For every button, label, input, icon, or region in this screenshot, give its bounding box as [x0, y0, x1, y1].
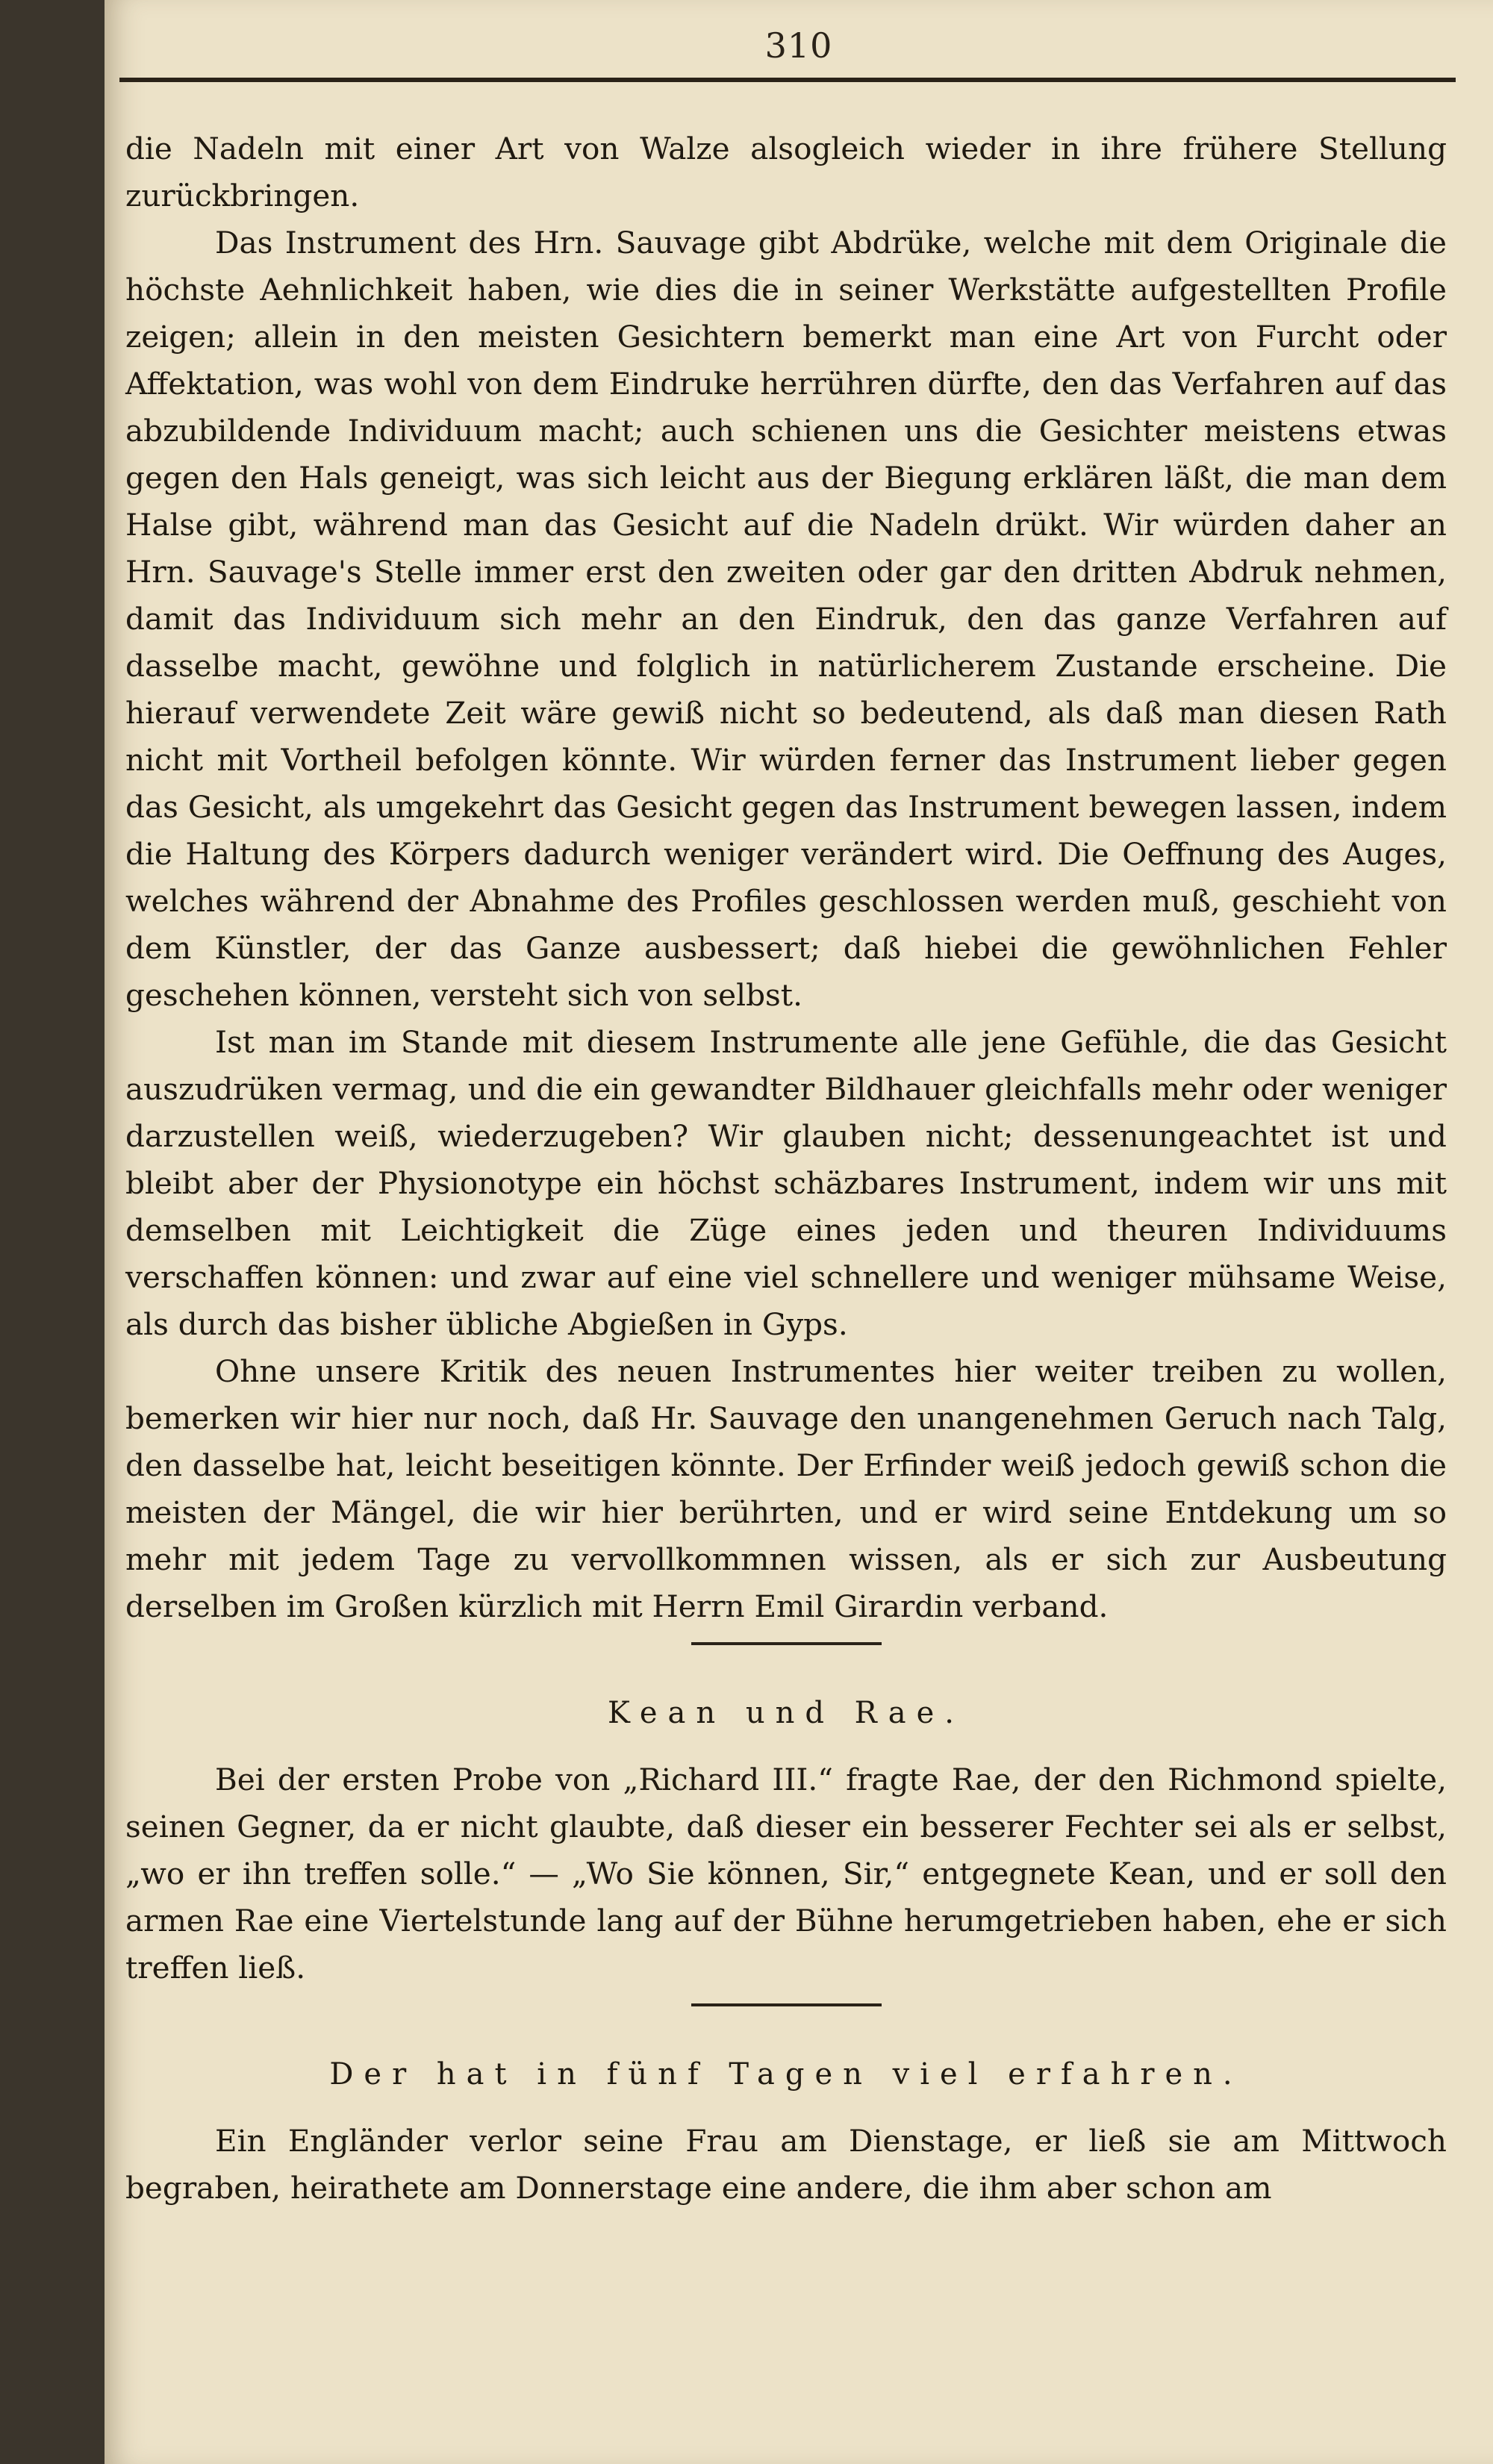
- paragraph-englishman: Ein Engländer verlor seine Frau am Dienstage, er ließ sie am Mittwoch begraben, heirathete am Donnerstage eine andere, die ihm aber schon am: [125, 2123, 1447, 2206]
- header-rule: [119, 78, 1456, 82]
- main-text: [125, 125, 1447, 2212]
- section-divider: [691, 1642, 882, 1645]
- book-page: [105, 0, 1493, 2464]
- section-divider: [691, 2003, 882, 2006]
- paragraph-kean: Bei der ersten Probe von „Richard III.“ fragte Rae, der den Richmond spielte, seinen Gegner, da er nicht glaubte, daß dieser ein besserer Fechter sei als er selbst, „wo er ihn treffen solle.“ — „Wo Sie können, Sir,“ entgegnete Kean, und er soll den armen Rae eine Viertelstunde lang auf der Bühne herumgetrieben haben, ehe er sich treffen ließ.: [125, 1762, 1447, 1986]
- paragraph-instrument: Das Instrument des Hrn. Sauvage gibt Abdrüke, welche mit dem Originale die höchste Aehnlichkeit haben, wie dies die in seiner Werkstätte aufgestellten Profile zeigen; allein in den meisten Gesichtern bemerkt man eine Art von Furcht oder Affektation, was wohl von dem Eindruke herrühren dürfte, den das Verfahren auf das abzubildende Individuum macht; auch schienen uns die Gesichter meistens etwas gegen den Hals geneigt, was sich leicht aus der Biegung erklären läßt, die man dem Halse gibt, während man das Gesicht auf die Nadeln drükt. Wir würden daher an Hrn. Sauvage's Stelle immer erst den zweiten oder gar den dritten Abdruk nehmen, damit das Individuum sich mehr an den Eindruk, den das ganze Verfahren auf dasselbe macht, gewöhne und folglich in natürlicherem Zustande erscheine. Die hierauf verwendete Zeit wäre gewiß nicht so bedeutend, als daß man diesen Rath nicht mit Vortheil befolgen könnte. Wir würden ferner das Instrument lieber gegen das Gesicht, als umgekehrt das Gesicht gegen das Instrument bewegen lassen, indem die Haltung des Körpers dadurch weniger verändert wird. Die Oeffnung des Auges, welches während der Abnahme des Profiles geschlossen werden muß, geschieht von dem Künstler, der das Ganze ausbessert; daß hiebei die gewöhnlichen Fehler geschehen können, versteht sich von selbst.: [125, 225, 1447, 1013]
- paragraph-continuation: die Nadeln mit einer Art von Walze alsogleich wieder in ihre frühere Stellung zurückbringen.: [125, 131, 1447, 213]
- paragraph-physionotype: Ist man im Stande mit diesem Instrumente alle jene Gefühle, die das Gesicht auszudrüken vermag, und die ein gewandter Bildhauer gleichfalls mehr oder weniger darzustellen weiß, wiederzugeben? Wir glauben nicht; dessenungeachtet ist und bleibt aber der Physionotype ein höchst schäzbares Instrument, indem wir uns mit demselben mit Leichtigkeit die Züge eines jeden und theuren Individuums verschaffen können: und zwar auf eine viel schnellere und weniger mühsame Weise, als durch das bisher übliche Abgießen in Gyps.: [125, 1024, 1447, 1342]
- page-number: 310: [764, 25, 833, 66]
- paragraph-critique: Ohne unsere Kritik des neuen Instrumentes hier weiter treiben zu wollen, bemerken wir hier nur noch, daß Hr. Sauvage den unangenehmen Geruch nach Talg, den dasselbe hat, leicht beseitigen könnte. Der Erfinder weiß jedoch gewiß schon die meisten der Mängel, die wir hier berührten, und er wird seine Entdekung um so mehr mit jedem Tage zu vervollkommnen wissen, als er sich zur Ausbeutung derselben im Großen kürzlich mit Herrn Emil Girardin verband.: [125, 1353, 1447, 1624]
- section-title-kean: Kean und Rae.: [608, 1696, 964, 1730]
- section-title-five-days: Der hat in fünf Tagen viel erfahren.: [329, 2057, 1243, 2092]
